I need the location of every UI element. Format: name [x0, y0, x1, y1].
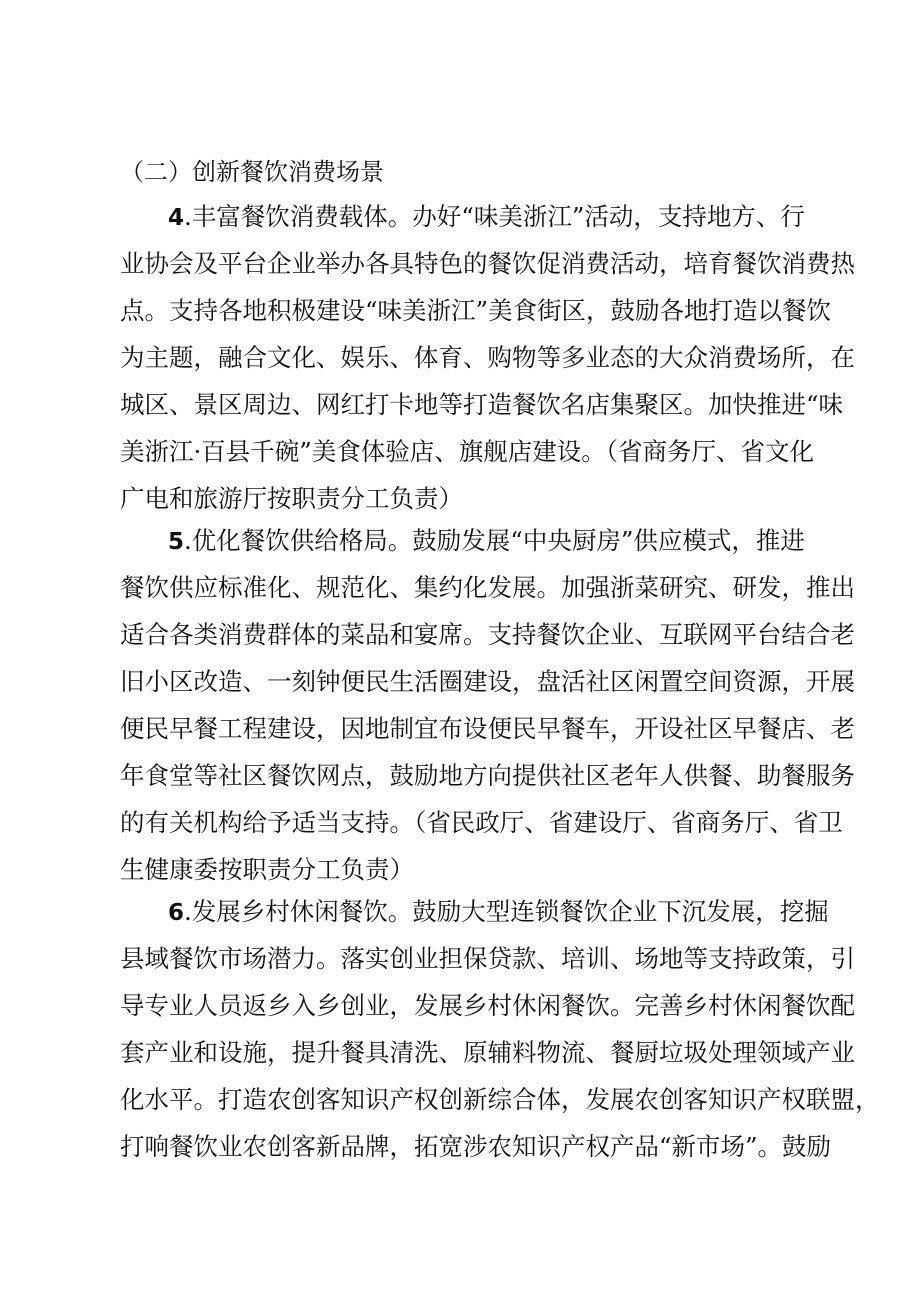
paragraph-line: 县域餐饮市场潜力。落实创业担保贷款、培训、场地等支持政策，引 — [120, 944, 855, 973]
paragraph-line: 点。支持各地积极建设“味美浙江”美食街区，鼓励各地打造以餐饮 — [120, 296, 832, 325]
section-heading: （二）创新餐饮消费场景 — [120, 158, 384, 186]
paragraph-line: 旧小区改造、一刻钟便民生活圈建设，盘活社区闲置空间资源，开展 — [120, 667, 855, 696]
paragraph-line: 的有关机构给予适当支持。（省民政厅、省建设厅、省商务厅、省卫 — [120, 808, 843, 837]
paragraph-line: 城区、景区周边、网红打卡地等打造餐饮名店集聚区。加快推进“味 — [120, 390, 844, 419]
paragraph-line: 为主题，融合文化、娱乐、体育、购物等多业态的大众消费场所，在 — [120, 343, 855, 372]
paragraph-line: 业协会及平台企业举办各具特色的餐饮促消费活动，培育餐饮消费热 — [120, 249, 855, 278]
line-text: .发展乡村休闲餐饮。鼓励大型连锁餐饮企业下沉发展，挖掘 — [184, 897, 829, 926]
item-number: 6 — [168, 900, 185, 926]
paragraph-line — [168, 198, 805, 236]
paragraph-line: 便民早餐工程建设，因地制宜布设便民早餐车，开设社区早餐店、老 — [120, 714, 855, 743]
line-text: .优化餐饮供给格局。鼓励发展“中央厨房”供应模式，推进 — [184, 526, 805, 555]
paragraph-line — [168, 893, 829, 931]
paragraph-line: 打响餐饮业农创客新品牌，拓宽涉农知识产权产品“新市场”。鼓励 — [120, 1132, 832, 1161]
paragraph-line: 适合各类消费群体的菜品和宴席。支持餐饮企业、互联网平台结合老 — [120, 620, 855, 649]
item-number: 4 — [168, 205, 185, 231]
paragraph-line: 餐饮供应标准化、规范化、集约化发展。加强浙菜研究、研发，推出 — [120, 573, 855, 602]
paragraph-line — [168, 522, 805, 560]
paragraph-line: 美浙江·百县千碗”美食体验店、旗舰店建设。（省商务厅、省文化 — [120, 437, 815, 466]
item-number: 5 — [168, 529, 185, 555]
paragraph-line: 导专业人员返乡入乡创业，发展乡村休闲餐饮。完善乡村休闲餐饮配 — [120, 991, 855, 1020]
paragraph-line: 化水平。打造农创客知识产权创新综合体，发展农创客知识产权联盟， — [120, 1085, 880, 1114]
paragraph-line: 广电和旅游厅按职责分工负责） — [120, 484, 463, 513]
paragraph-line: 生健康委按职责分工负责） — [120, 855, 414, 884]
paragraph-line: 年食堂等社区餐饮网点，鼓励地方向提供社区老年人供餐、助餐服务 — [120, 761, 855, 790]
line-text: .丰富餐饮消费载体。办好“味美浙江”活动，支持地方、行 — [184, 202, 805, 231]
paragraph-line: 套产业和设施，提升餐具清洗、原辅料物流、餐厨垃圾处理领域产业 — [120, 1038, 855, 1067]
